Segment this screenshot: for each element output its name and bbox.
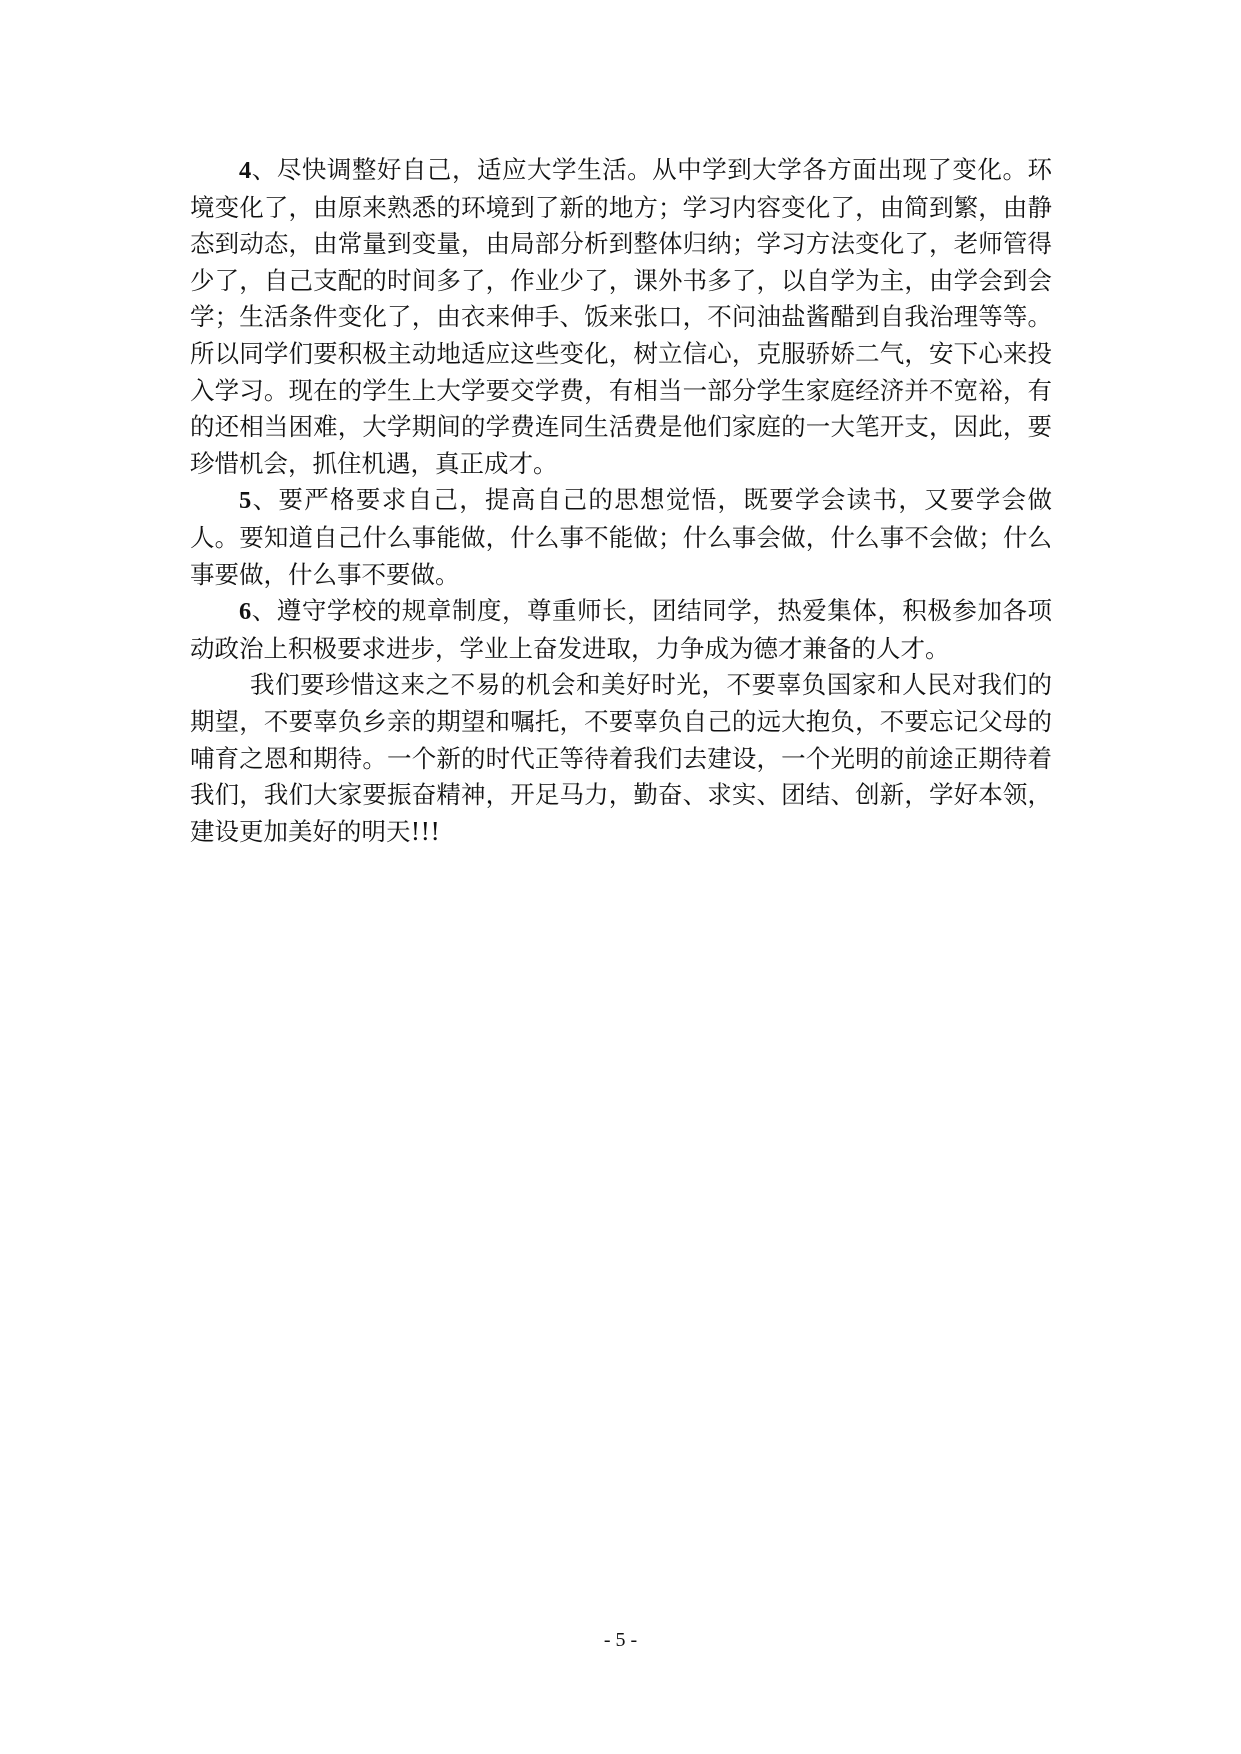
item-number: 5 [239, 487, 252, 515]
paragraph-item-6 [190, 593, 1052, 667]
paragraph-text: 、遵守学校的规章制度，尊重师长，团结同学，热爱集体，积极参加各项动政治上积极要求进步，学业上奋发进取，力争成为德才兼备的人才。 [190, 596, 1052, 663]
paragraph-item-4 [190, 152, 1052, 482]
paragraph-text: 、要严格要求自己，提高自己的思想觉悟，既要学会读书，又要学会做人。要知道自己什么事能做，什么事不能做；什么事会做，什么事不会做；什么事要做，什么事不要做。 [190, 485, 1052, 589]
closing-paragraph: 我们要珍惜这来之不易的机会和美好时光，不要辜负国家和人民对我们的期望，不要辜负乡亲的期望和嘱托，不要辜负自己的远大抱负，不要忘记父母的哺育之恩和期待。一个新的时代正等待着我们去建设，一个光明的前途正期待着我们，我们大家要振奋精神，开足马力，勤奋、求实、团结、创新，学好本领，建设更加美好的明天!!! [190, 670, 1052, 846]
page-number: - 5 - [603, 1629, 638, 1651]
item-number: 6 [239, 598, 252, 626]
paragraph-item-5 [190, 482, 1052, 593]
document-body [190, 152, 1052, 850]
paragraph-text: 、尽快调整好自己，适应大学生活。从中学到大学各方面出现了变化。环境变化了，由原来熟悉的环境到了新的地方；学习内容变化了，由简到繁，由静态到动态，由常量到变量，由局部分析到整体归纳；学习方法变化了，老师管得少了，自己支配的时间多了，作业少了，课外书多了，以自学为主，由学会到会学；生活条件变化了，由衣来伸手、饭来张口，不问油盐酱醋到自我治理等等。所以同学们要积极主动地适应这些变化，树立信心，克服骄娇二气，安下心来投入学习。现在的学生上大学要交学费，有相当一部分学生家庭经济并不宽裕，有的还相当困难，大学期间的学费连同生活费是他们家庭的一大笔开支，因此，要珍惜机会，抓住机遇，真正成才。 [190, 155, 1052, 478]
item-number: 4 [239, 157, 252, 184]
